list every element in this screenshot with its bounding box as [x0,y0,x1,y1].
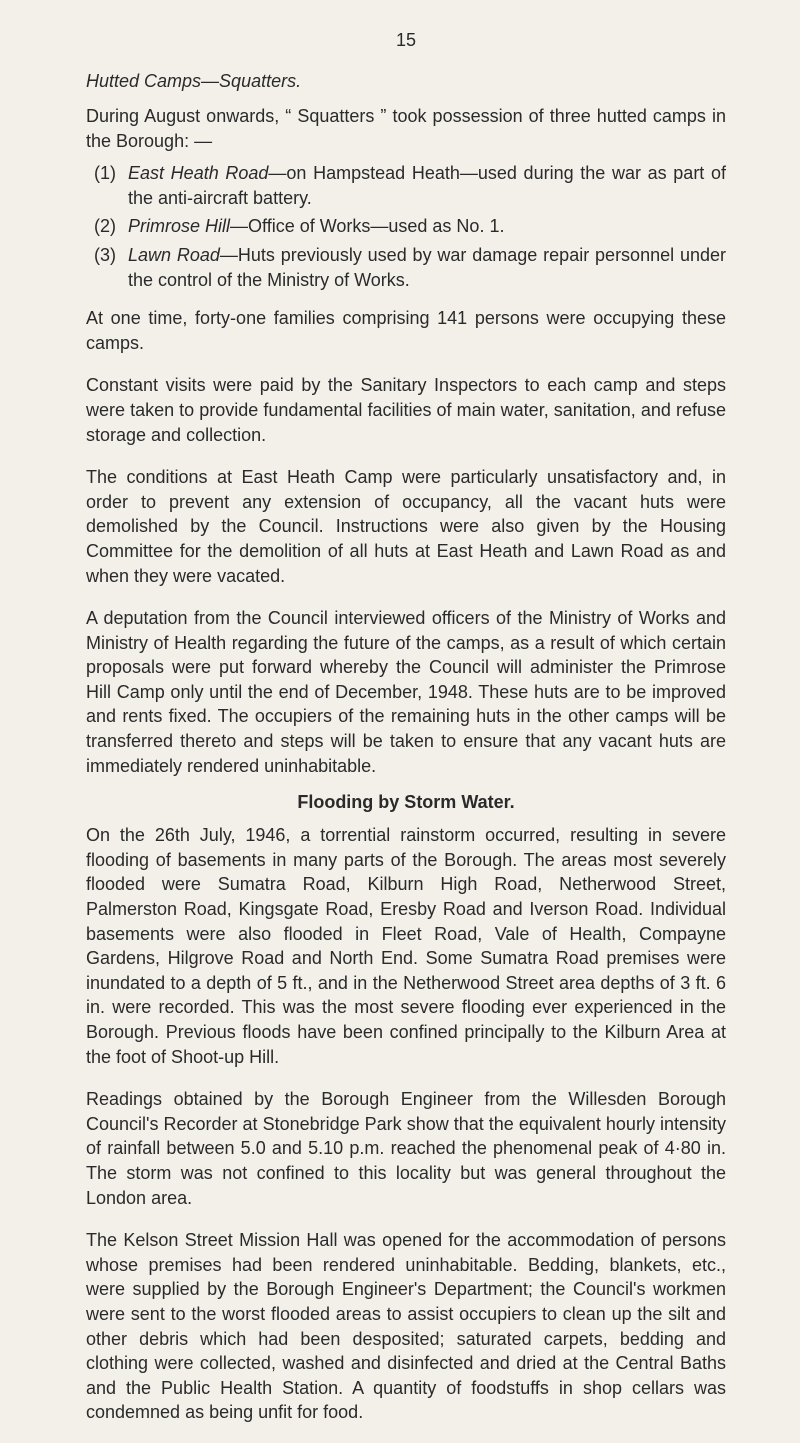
paragraph-east-heath-conditions: The conditions at East Heath Camp were particularly unsatisfactory and, in order to prevent any extension of occupancy, all the vacant huts were demolished by the Council. Instructions were also given by the Housing Committee for the demolition of all huts at East Heath and Lawn Road as and when they were vacated. [86,467,726,586]
page-number: 15 [395,30,417,50]
paragraph-readings: Readings obtained by the Borough Engineer from the Willesden Borough Council's Recorder at Stonebridge Park show that the equivalent hourly intensity of rainfall between 5.0 and 5.10 p.m. reached the phenomenal peak of 4·80 in. The storm was not confined to this locality but was general throughout the London area. [86,1089,726,1208]
intro-paragraph: During August onwards, “ Squatters ” took possession of three hutted camps in the Borough: — [86,106,726,151]
list-item-text: —on Hampstead Heath—used during the war as part of the anti-aircraft battery. [128,163,726,208]
list-item-place: East Heath Road [128,163,269,184]
paragraph-sanitary-visits: Constant visits were paid by the Sanitary Inspectors to each camp and steps were taken to provide fundamental facilities of main water, sanitation, and refuse storage and collection. [86,375,726,445]
paragraph-deputation: A deputation from the Council interviewed officers of the Ministry of Works and Ministry of Health regarding the future of the camps, as a result of which certain proposals were put forward whereby the Council will administer the Primrose Hill Camp only until the end of December, 1948. These huts are to be improved and rents fixed. The occupiers of the remaining huts in the other camps will be transferred thereto and steps will be taken to ensure that any vacant huts are immediately rendered uninhabitable. [86,608,726,776]
list-item-text: —Huts previously used by war damage repair personnel under the control of the Ministry of Works. [128,244,726,290]
camps-list [86,161,726,292]
list-item-place: Primrose Hill [128,216,231,237]
heading-flooding: Flooding by Storm Water. [297,792,515,813]
list-item-number: (2) [94,216,116,237]
paragraph-rainstorm: On the 26th July, 1946, a torrential rainstorm occurred, resulting in severe flooding of basements in many parts of the Borough. The areas most severely flooded were Sumatra Road, Kilburn High Road, Netherwood Street, Palmerston Road, Kingsgate Road, Eresby Road and Iverson Road. Individual basements were also flooded in Fleet Road, Vale of Health, Compayne Gardens, Hilgrove Road and North End. Some Sumatra Road premises were inundated to a depth of 5 ft., and in the Netherwood Street area depths of 3 ft. 6 in. were recorded. This was the most severe flooding ever experienced in the Borough. Previous floods have been confined principally to the Kilburn Area at the foot of Shoot-up Hill. [86,825,726,1067]
list-item-number: (3) [94,244,116,265]
list-item-place: Lawn Road [128,244,220,265]
paragraph-mission-hall: The Kelson Street Mission Hall was opened for the accommodation of persons whose premises had been rendered uninhabitable. Bedding, blankets, etc., were supplied by the Borough Engineer's Department; the Council's workmen were sent to the worst flooded areas to assist occupiers to clean up the silt and other debris which had been desposited; saturated carpets, bedding and clothing were collected, washed and disinfected and dried at the Central Baths and the Public Health Station. A quantity of foodstuffs in shop cellars was condemned as being unfit for food. [86,1230,726,1423]
list-item-text: —Office of Works—used as No. 1. [230,216,505,237]
section-title-hutted-camps: Hutted Camps—Squatters. [86,71,302,91]
list-item [86,243,726,292]
paragraph-occupancy: At one time, forty-one families comprising 141 persons were occupying these camps. [86,308,726,353]
list-item [86,214,726,239]
list-item [86,161,726,210]
document-page [86,30,726,1443]
list-item-number: (1) [94,163,116,184]
